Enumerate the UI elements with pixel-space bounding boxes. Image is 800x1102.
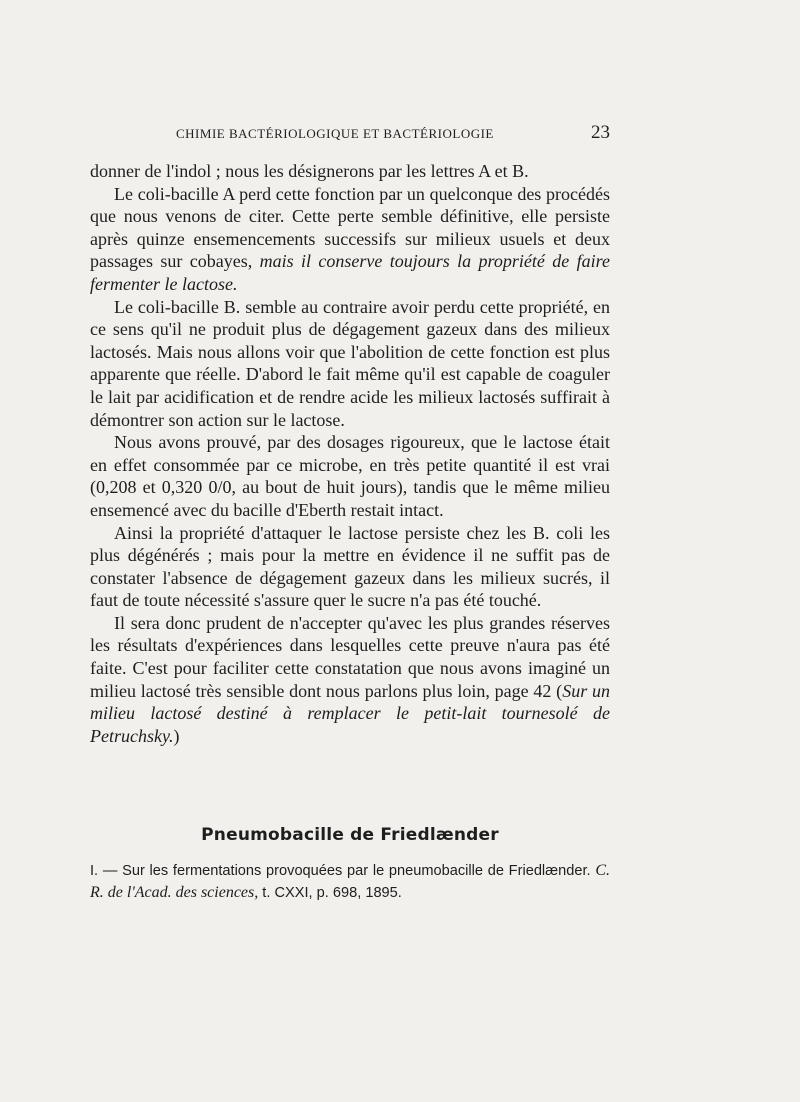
paragraph-2 [90, 183, 610, 296]
paragraph-4 [90, 431, 610, 521]
paragraph-3 [90, 296, 610, 432]
paragraph-6 [90, 612, 610, 748]
reference-entry [90, 860, 610, 904]
running-head [90, 122, 610, 146]
paragraph-6-closing: ) [173, 725, 180, 746]
reference-journal: C. R. de l'Acad. des sciences, [90, 862, 610, 901]
reference-details: t. CXXI, p. 698, 1895. [258, 885, 402, 901]
paragraph-5-text: Ainsi la propriété d'attaquer le lactose persiste chez les B. coli les plus dégénérés ; mais pour la mettre en évidence il ne suffit pas de constater l'absence de dégagement gazeux dans les milieux sucrés, il faut de toute nécessité s'assure quer le sucre n'a pas été touché. [90, 522, 610, 611]
paragraph-3-text: Le coli-bacille B. semble au contraire avoir perdu cette propriété, en ce sens qu'il ne produit plus de dégagement gazeux dans des milieux lactosés. Mais nous allons voir que l'abolition de cette fonction est plus apparente que réelle. D'abord le fait même qu'il est capable de coaguler le lait par acidification et de rendre acide les milieux lactosés suffirait à démontrer son action sur le lactose. [90, 296, 610, 430]
section-heading: Pneumobacille de Friedlænder [201, 825, 499, 845]
page-number: 23 [591, 122, 610, 143]
paragraph-1-text: donner de l'indol ; nous les désignerons par les lettres A et B. [90, 161, 529, 181]
reference-title: — Sur les fermentations provoquées par le pneumobacille de Friedlænder. [98, 863, 596, 879]
paragraph-2-text: Le coli-bacille A perd cette fonction par un quelconque des procédés que nous venons de citer. Cette perte semble définitive, elle persiste après quinze ensemencements successifs sur milieux usuels et deux passages sur cobayes, [90, 183, 610, 272]
paragraph-2-italic: mais il conserve toujours la propriété de faire fermenter le lactose. [90, 251, 610, 294]
paragraph-6-italic: Sur un milieu lactosé destiné à remplacer le petit-lait tournesolé de Petruchsky. [90, 680, 610, 746]
reference-number: I. [90, 863, 99, 879]
paragraph-1 [90, 160, 610, 183]
paragraph-6-text: Il sera donc prudent de n'accepter qu'avec les plus grandes réserves les résultats d'expériences dans lesquelles cette preuve n'aura pas été faite. C'est pour faciliter cette constatation que nous avons imaginé un milieu lactosé très sensible dont nous parlons plus loin, page 42 ( [90, 612, 610, 701]
paragraph-5 [90, 522, 610, 612]
running-title: CHIMIE BACTÉRIOLOGIQUE ET BACTÉRIOLOGIE [176, 126, 494, 141]
paragraph-4-text: Nous avons prouvé, par des dosages rigoureux, que le lactose était en effet consommée par ce microbe, en très petite quantité il est vrai (0,208 et 0,320 0/0, au bout de huit jours), tandis que le même milieu ensemencé avec du bacille d'Eberth restait intact. [90, 432, 610, 520]
body-text [90, 160, 610, 747]
